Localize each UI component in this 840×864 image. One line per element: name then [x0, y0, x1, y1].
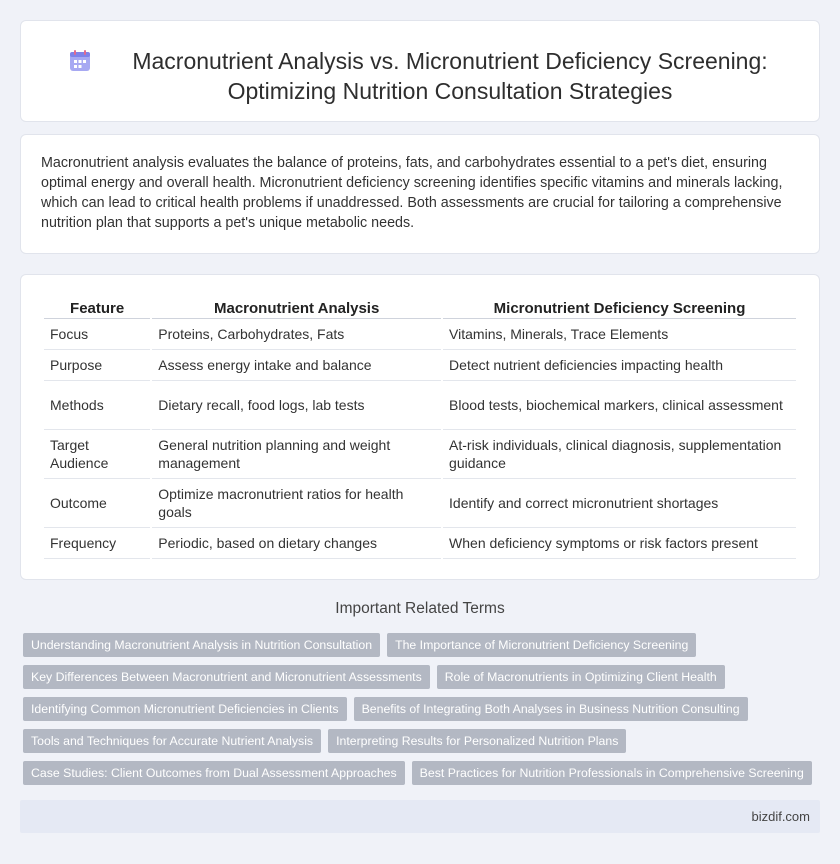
related-term-tag[interactable]: Best Practices for Nutrition Professionals in Comprehensive Screening	[412, 761, 812, 785]
row-feature: Methods	[44, 381, 150, 430]
related-term-tag[interactable]: Key Differences Between Macronutrient and Micronutrient Assessments	[23, 665, 430, 689]
table-row	[44, 350, 796, 381]
related-term-tag[interactable]: Case Studies: Client Outcomes from Dual Assessment Approaches	[23, 761, 405, 785]
row-feature: Frequency	[44, 528, 150, 559]
tag-row	[23, 697, 813, 721]
related-term-tag[interactable]: Tools and Techniques for Accurate Nutrient Analysis	[23, 729, 321, 753]
tag-row	[23, 665, 813, 689]
column-header-micronutrient: Micronutrient Deficiency Screening	[443, 295, 796, 319]
row-feature: Focus	[44, 319, 150, 350]
row-macronutrient: General nutrition planning and weight management	[152, 430, 441, 479]
row-macronutrient: Assess energy intake and balance	[152, 350, 441, 381]
page-title: Macronutrient Analysis vs. Micronutrient Deficiency Screening: Optimizing Nutrition Consultation Strategies	[132, 48, 768, 104]
comparison-table	[42, 295, 798, 559]
related-term-tag[interactable]: Interpreting Results for Personalized Nutrition Plans	[328, 729, 626, 753]
header-card	[20, 20, 820, 122]
related-term-tag[interactable]: Identifying Common Micronutrient Deficiencies in Clients	[23, 697, 347, 721]
column-header-macronutrient: Macronutrient Analysis	[152, 295, 441, 319]
column-header-feature: Feature	[44, 295, 150, 319]
table-row	[44, 319, 796, 350]
table-header-row	[44, 295, 796, 319]
row-micronutrient: Identify and correct micronutrient shortages	[443, 479, 796, 528]
row-micronutrient: Detect nutrient deficiencies impacting health	[443, 350, 796, 381]
related-term-tag[interactable]: The Importance of Micronutrient Deficiency Screening	[387, 633, 696, 657]
row-macronutrient: Dietary recall, food logs, lab tests	[152, 381, 441, 430]
table-row	[44, 528, 796, 559]
calendar-icon	[68, 49, 92, 73]
related-terms-list	[23, 633, 813, 793]
site-link[interactable]: bizdif.com	[751, 809, 810, 824]
row-macronutrient: Periodic, based on dietary changes	[152, 528, 441, 559]
row-macronutrient: Proteins, Carbohydrates, Fats	[152, 319, 441, 350]
row-micronutrient: When deficiency symptoms or risk factors present	[443, 528, 796, 559]
related-term-tag[interactable]: Benefits of Integrating Both Analyses in Business Nutrition Consulting	[354, 697, 748, 721]
row-feature: Outcome	[44, 479, 150, 528]
table-row	[44, 430, 796, 479]
footer-bar	[20, 800, 820, 833]
tag-row	[23, 729, 813, 753]
row-feature: Purpose	[44, 350, 150, 381]
tag-row	[23, 761, 813, 785]
related-term-tag[interactable]: Role of Macronutrients in Optimizing Client Health	[437, 665, 725, 689]
row-feature: Target Audience	[44, 430, 150, 479]
row-micronutrient: At-risk individuals, clinical diagnosis, supplementation guidance	[443, 430, 796, 479]
row-micronutrient: Blood tests, biochemical markers, clinical assessment	[443, 381, 796, 430]
table-row	[44, 381, 796, 430]
intro-card	[20, 134, 820, 254]
tag-row	[23, 633, 813, 657]
comparison-card	[20, 274, 820, 580]
related-term-tag[interactable]: Understanding Macronutrient Analysis in Nutrition Consultation	[23, 633, 380, 657]
related-terms-heading: Important Related Terms	[335, 600, 505, 617]
row-macronutrient: Optimize macronutrient ratios for health goals	[152, 479, 441, 528]
intro-paragraph: Macronutrient analysis evaluates the balance of proteins, fats, and carbohydrates essential to a pet's diet, ensuring optimal energy and overall health. Micronutrient deficiency screening identifies specific vitamins and minerals lacking, which can lead to critical health problems if unaddressed. Both assessments are crucial for tailoring a comprehensive nutrition plan that supports a pet's unique metabolic needs.	[41, 155, 783, 231]
row-micronutrient: Vitamins, Minerals, Trace Elements	[443, 319, 796, 350]
table-row	[44, 479, 796, 528]
